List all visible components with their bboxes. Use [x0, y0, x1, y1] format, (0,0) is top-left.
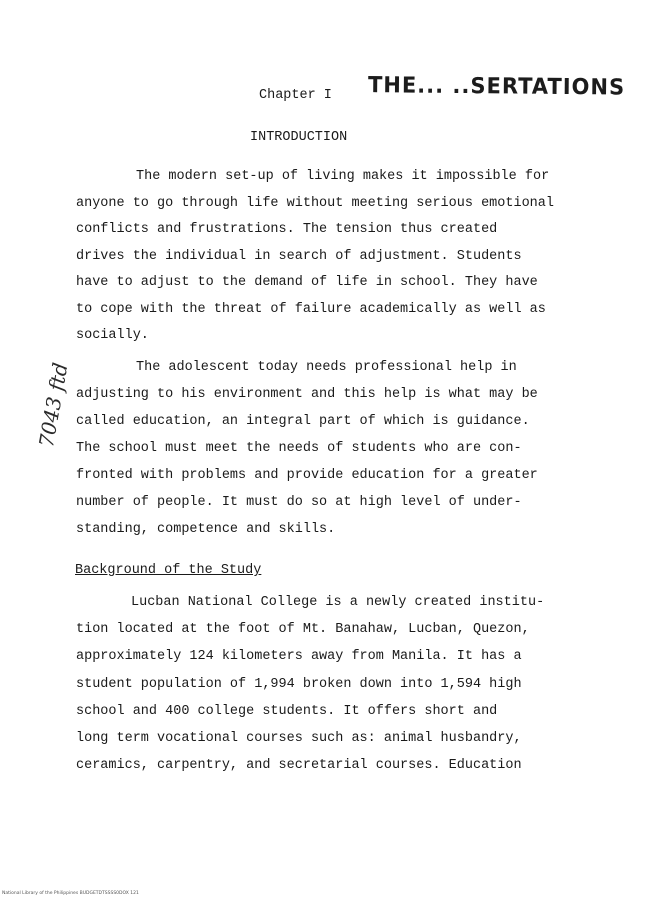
text-line: anyone to go through life without meeting serious emotional	[76, 195, 554, 211]
text-line: The school must meet the needs of students who are con-	[76, 441, 522, 456]
text-line: socially.	[76, 328, 149, 343]
text-line: number of people. It must do so at high level of under-	[76, 495, 522, 510]
text-line: ceramics, carpentry, and secretarial courses. Education	[76, 758, 522, 774]
theses-dissertations-stamp: THE... ..SERTATIONS	[367, 72, 626, 100]
margin-handwriting: 7043 ftd	[34, 360, 73, 450]
text-line: Lucban National College is a newly created institu-	[131, 595, 545, 610]
section-title: INTRODUCTION	[250, 130, 348, 145]
section-heading: Background of the Study	[75, 563, 262, 578]
text-line: to cope with the threat of failure academically as well as	[76, 301, 546, 317]
text-line: fronted with problems and provide education for a greater	[76, 468, 538, 483]
text-line: long term vocational courses such as: animal husbandry,	[76, 730, 522, 746]
paragraph-adolescent	[76, 354, 636, 543]
paragraph-background	[76, 589, 636, 779]
text-line: have to adjust to the demand of life in school. They have	[76, 275, 538, 290]
text-line: tion located at the foot of Mt. Banahaw, Lucban, Quezon,	[76, 622, 530, 638]
text-line: school and 400 college students. It offers short and	[76, 703, 498, 719]
text-line: adjusting to his environment and this help is what may be	[76, 387, 538, 402]
paragraph-intro	[76, 164, 636, 350]
text-line: approximately 124 kilometers away from Manila. It has a	[76, 649, 522, 665]
text-line: The adolescent today needs professional help in	[136, 360, 517, 375]
text-line: standing, competence and skills.	[76, 522, 336, 537]
text-line: called education, an integral part of which is guidance.	[76, 414, 530, 429]
library-footer: National Library of the Philippines BUDGETDTSSSS0DOX 121	[2, 891, 139, 896]
chapter-label: Chapter I	[259, 88, 332, 103]
text-line: The modern set-up of living makes it impossible for	[136, 169, 550, 184]
text-line: student population of 1,994 broken down into 1,594 high	[76, 676, 522, 692]
text-line: conflicts and frustrations. The tension thus created	[76, 222, 498, 237]
text-line: drives the individual in search of adjustment. Students	[76, 248, 522, 264]
